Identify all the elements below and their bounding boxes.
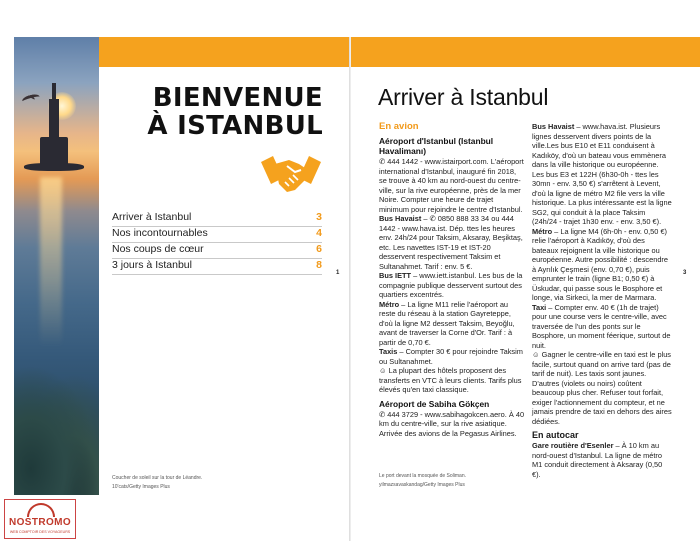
paragraph-taxis: Taxis – Compter 30 € pour rejoindre Taksim ou Sultanahmet. — [379, 347, 523, 366]
tip-hotels: ☺ La plupart des hôtels proposent des transferts en VTC à leurs clients. Tarifs plus élevés qu'en taxi classique. — [379, 366, 522, 394]
cover-photo — [14, 37, 99, 495]
toc-label: Arriver à Istanbul — [112, 211, 192, 223]
tip-taxi: ☺ Gagner le centre-ville en taxi est le plus facile, surtout quand on arrive tard (pas de tarif de nuit). Les taxis sont jaunes. D'autres (violets ou noirs) coûtent beaucoup plus cher. Refuser tout forfait, exiger l'actionnement du compteur, et ne jamais prendre de taxi en dehors des aires dédiées. — [532, 350, 672, 426]
paragraph-gare: Gare routière d'Esenler – À 10 km au nord-ouest d'Istanbul. La ligne de métro M1 conduit directement à Aksaray (0,50 €). — [532, 441, 663, 479]
toc-label: 3 jours à Istanbul — [112, 259, 192, 271]
title-line-1: BIENVENUE — [152, 83, 323, 113]
left-photo-credit — [112, 474, 312, 492]
toc-item[interactable] — [112, 211, 322, 227]
toc-page: 6 — [316, 243, 322, 255]
paragraph-iett: Bus IETT – www.iett.istanbul. Les bus de la compagnie publique desservent surtout des quartiers excentrés. — [379, 271, 523, 299]
paragraph-metro: Métro – La ligne M11 relie l'aéroport au reste du réseau à la station Gayreteppe, d'où la ligne M2 dessert Taksim, Beyoğlu, avant de traverser la Corne d'Or. Tarif : à partir de 0,70 €. — [379, 299, 515, 347]
logo-tagline: WEB COMPTOIR DES VOYAGEURS — [9, 530, 71, 534]
page-title: Arriver à Istanbul — [378, 84, 549, 110]
toc-page: 4 — [316, 227, 322, 239]
paragraph-havaist-2: Bus Havaist – www.hava.ist. Plusieurs lignes desservent divers points de la ville.Les bus E10 et E11 conduisent à Kadıköy, d'où un bateau vous emmènera dans la ville historique ou européenne. Les bus E3 et 122H (6h30-0h - ttes les 30mn - env. 3,50 €) s'arrêtent à Levent, d'où la ligne de métro M2 file vers la ville historique. La plus intéressante est la ligne SG2, qui conduit à la place Taksim (24h/24 - trajet 1h30 env. - env. 3,50 €). — [532, 122, 672, 226]
airport1-text: ✆ 444 1442 - www.istairport.com. L'aéroport international d'Istanbul, inauguré fin 2018, se trouve à 40 km au nord-ouest du centre-ville, sur la rive européenne, près de la mer Noire. Compter une heure de trajet minimum pour rejoindre le centre d'Istanbul. — [379, 157, 524, 214]
toc-page: 8 — [316, 259, 322, 271]
left-page-number: 1 — [336, 270, 340, 276]
title-line-2: À ISTANBUL — [147, 111, 323, 141]
text-column-2 — [532, 122, 672, 479]
orange-header-band — [14, 37, 700, 67]
section-heading-air: En avion — [379, 121, 419, 132]
logo-arch-icon — [27, 503, 55, 517]
right-page-number: 3 — [683, 270, 687, 276]
toc-item[interactable] — [112, 243, 322, 259]
photo-caption: Le port devant la mosquée de Soliman. — [379, 473, 466, 479]
maiden-tower — [49, 99, 59, 139]
book-spine — [349, 37, 351, 541]
handshake-icon — [259, 152, 323, 196]
nostromo-logo — [4, 499, 76, 539]
airport2-text: ✆ 444 3729 - www.sabihagokcen.aero. À 40 km du centre-ville, sur la rive asiatique. Arrivée des avions de la Pegasus Airlines. — [379, 409, 525, 438]
airport1-heading: Aéroport d'Istanbul (Istanbul Havalimanı) — [379, 136, 494, 156]
section-heading-coach: En autocar — [532, 430, 579, 440]
table-of-contents — [112, 211, 322, 275]
toc-item[interactable] — [112, 227, 322, 243]
toc-page: 3 — [316, 211, 322, 223]
toc-item[interactable] — [112, 259, 322, 275]
paragraph-metro-2: Métro – La ligne M4 (6h-0h - env. 0,50 €) relie l'aéroport à Kadıköy, d'où des bateaux rejoignent la ville historique ou européenne. Autre possibilité : descendre à Ayrılık Çeşmesi (env. 0,70 €), puis emprunter le train (ligne B1; 0,50 €) à Üskudar, qui passe sous le Bosphore et longe, via Sirkeci, la mer de Marmara. — [532, 226, 668, 302]
toc-label: Nos incontournables — [112, 227, 208, 239]
photo-caption: Coucher de soleil sur la tour de Léandre. — [112, 475, 203, 481]
paragraph-taxi-2: Taxi – Compter env. 40 € (1h de trajet) pour une course vers le centre-ville, avec traversée de l'un des ponts sur le Bosphore, un moment féerique, surtout de nuit. — [532, 302, 671, 350]
section-title — [104, 84, 323, 140]
islet — [24, 163, 84, 171]
photo-credit: yilmazsavaskandag/Getty Images Plus — [379, 482, 465, 488]
right-photo-credit — [379, 472, 529, 490]
photo-credit: 10'cats/Getty Images Plus — [112, 484, 170, 490]
logo-name: NOSTROMO — [8, 517, 72, 528]
shore-rocks — [14, 365, 99, 495]
text-column-1 — [379, 120, 525, 438]
toc-label: Nos coups de cœur — [112, 243, 204, 255]
airport2-heading: Aéroport de Sabiha Gökçen — [379, 398, 490, 409]
sun-reflection — [40, 177, 62, 347]
paragraph-havaist: Bus Havaist – ✆ 0850 888 33 34 ou 444 1442 - www.hava.ist. Dép. ttes les heures env. 24h/24 pour Taksim, Aksaray, Beşiktaş, etc. Les navettes IST-19 et IST-20 desservent respectivement Taksim et Sultanahmet. Tarif : env. 5 €. — [379, 214, 523, 271]
